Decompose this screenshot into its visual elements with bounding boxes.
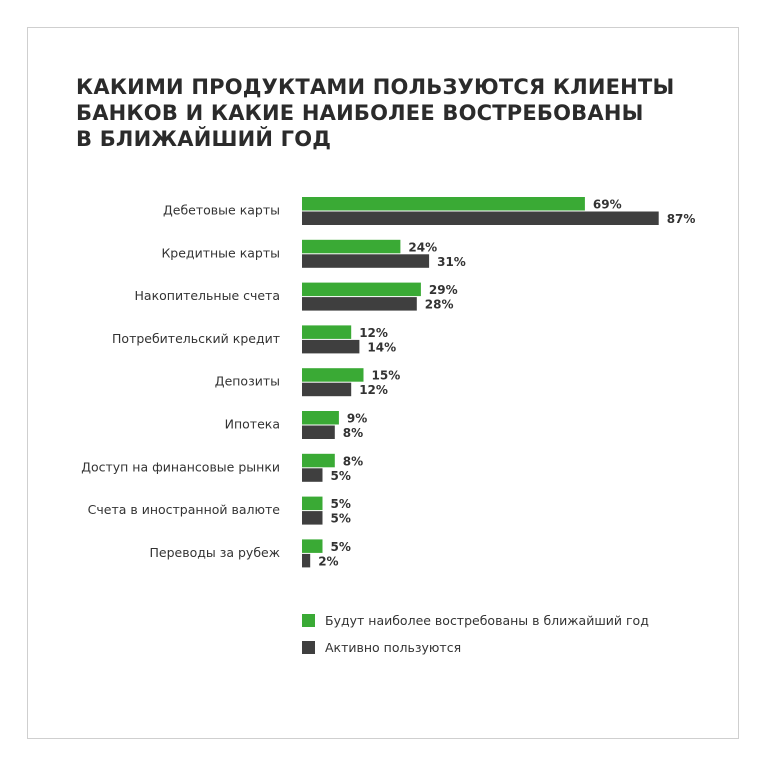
value-label-demand-3: 29% — [428, 283, 458, 298]
bar-usage-8 — [302, 511, 323, 524]
legend-swatch-usage — [302, 641, 315, 654]
legend-swatch-demand — [302, 614, 315, 627]
value-label-demand-1: 69% — [592, 197, 622, 212]
bar-demand-2 — [302, 240, 400, 254]
bar-demand-8 — [302, 497, 323, 511]
value-label-demand-7: 8% — [342, 454, 364, 469]
title-line-2: БАНКОВ И КАКИЕ НАИБОЛЕЕ ВОСТРЕБОВАНЫ — [76, 101, 644, 125]
value-label-usage-3: 28% — [424, 297, 454, 312]
bar-usage-5 — [302, 383, 351, 397]
title-line-1: КАКИМИ ПРОДУКТАМИ ПОЛЬЗУЮТСЯ КЛИЕНТЫ — [76, 75, 675, 99]
legend-label-demand: Будут наиболее востребованы в ближайший год — [325, 613, 649, 628]
legend-label-usage: Активно пользуются — [325, 640, 462, 655]
value-label-usage-6: 8% — [342, 426, 364, 440]
bar-usage-6 — [302, 426, 335, 440]
value-label-usage-1: 87% — [666, 212, 696, 226]
value-label-demand-4: 12% — [359, 325, 388, 340]
category-label-9: Переводы за рубеж — [149, 544, 280, 560]
title-line-3: В БЛИЖАЙШИЙ ГОД — [76, 127, 332, 151]
value-label-demand-5: 15% — [371, 368, 401, 383]
category-label-5: Депозиты — [214, 373, 280, 389]
category-label-2: Кредитные карты — [161, 245, 280, 261]
value-label-usage-5: 12% — [359, 383, 388, 398]
bar-usage-9 — [302, 554, 310, 568]
bar-demand-7 — [302, 454, 335, 468]
category-label-4: Потребительский кредит — [112, 330, 280, 346]
value-label-usage-7: 5% — [330, 468, 351, 483]
bar-usage-2 — [302, 254, 429, 267]
category-label-8: Счета в иностранной валюте — [87, 502, 280, 518]
value-label-usage-8: 5% — [330, 511, 351, 526]
bar-demand-5 — [302, 368, 364, 382]
value-label-demand-8: 5% — [330, 497, 351, 512]
bar-usage-4 — [302, 340, 359, 354]
value-label-usage-4: 14% — [367, 340, 397, 355]
value-label-demand-6: 9% — [346, 411, 368, 426]
bar-demand-3 — [302, 283, 421, 297]
value-label-usage-2: 31% — [437, 254, 466, 269]
bar-demand-1 — [302, 197, 585, 211]
bar-demand-6 — [302, 411, 339, 425]
category-label-7: Доступ на финансовые рынки — [81, 459, 280, 475]
bar-usage-7 — [302, 468, 323, 482]
category-label-3: Накопительные счета — [134, 288, 280, 304]
value-label-demand-2: 24% — [408, 240, 438, 255]
value-label-demand-9: 5% — [330, 539, 351, 554]
value-label-usage-9: 2% — [318, 554, 339, 569]
category-label-1: Дебетовые карты — [163, 202, 280, 218]
bar-demand-4 — [302, 325, 351, 339]
bar-demand-9 — [302, 539, 323, 553]
bar-usage-1 — [302, 212, 659, 226]
bar-usage-3 — [302, 297, 417, 311]
category-label-6: Ипотека — [224, 416, 280, 432]
